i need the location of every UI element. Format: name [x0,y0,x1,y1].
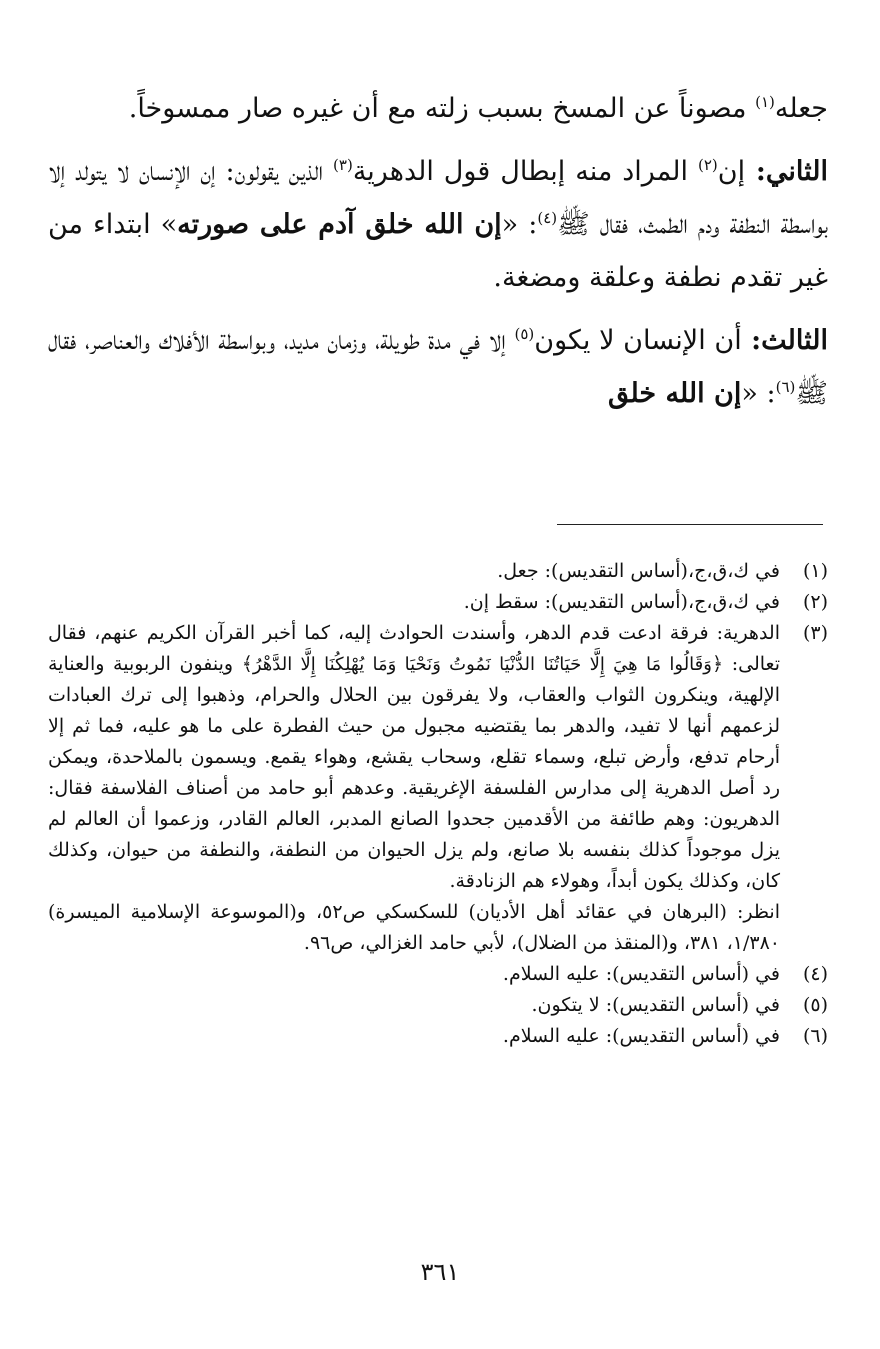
footnote-number: (٢) [802,591,828,613]
text-run: أن الإنسان لا يكون [534,325,742,356]
text-run: ﴾ وينفون الربوبية والعناية الإلهية، وينكرون الثواب والعقاب، ولا يفرقون بين الحلال والحرام، وذهبوا إلى ترك العبادات لزعمهم أنها لا تفيد، والدهر بما يقتضيه مجبول من حيث الفطرة على ما هو عليه، فما ثم إلا أرحام تدفع، وأرض تبلع، وسماء تقلع، وسحاب يقشع، وهواء يقمع. ويسمون بالملاحدة، ويمكن رد أصل الدهرية إلى مدارس الفلسفة الإغريقية. وعدهم أبو حامد من أصناف الفلاسفة فقال: الدهريون: وهم طائفة من الأقدمين جحدوا الصانع المدبر، العالم القادر، وزعموا أن العالم لم يزل موجوداً كذلك بنفسه بلا صانع، ولم يزل الحيوان من النطفة، والنطفة من حيوان، وكذلك كان، وكذلك يكون أبداً، وهولاء هم الزنادقة. [48,653,780,892]
footnote-4 [48,959,828,990]
paragraph-2 [48,145,828,304]
footnote-number: (٣) [802,622,828,644]
text-run: الذين يقولون: إن الإنسان لا يتولد إلا بواسطة النطفة ودم الطمث، فقال ﷺ [48,156,828,240]
footnote-text: في (أساس التقديس): لا يتكون. [531,994,780,1016]
text-run: إلا في مدة طويلة، وزمان مديد، وبواسطة الأفلاك والعناصر، فقال ﷺ [48,325,828,409]
footnote-ref-5[interactable]: (٥) [514,325,535,343]
footnote-text: في ك،ق،ج،(أساس التقديس): سقط إن. [463,591,780,613]
footnote-ref-2[interactable]: (٢) [698,156,718,174]
text-run: جعله [774,93,828,124]
footnote-number: (١) [802,560,828,582]
footnote-ref-1[interactable]: (١) [755,93,775,111]
paragraph-1 [48,82,828,135]
text-run: الدهرية: فرقة ادعت قدم الدهر، وأسندت الحوادث إليه، كما أخبر القرآن الكريم عنهم، فقال تعالى: ﴿ [48,622,780,675]
text-run: : « [741,378,776,409]
footnote-reference: انظر: (البرهان في عقائد أهل الأديان) للسكسكي ص٥٢، و(الموسوعة الإسلامية الميسرة) ١/٣٨٠، ٣٨١، و(المنقذ من الضلال)، لأبي حامد الغزالي، ص٩٦. [48,901,780,954]
footnote-5 [48,990,828,1021]
footnote-text: في (أساس التقديس): عليه السلام. [502,963,780,985]
footnote-ref-3[interactable]: (٣) [333,156,353,174]
section-lead-second: الثاني: [745,156,828,187]
footnote-2 [48,587,828,618]
text-run: » ابتداء من غير تقدم نطفة وعلقة ومضغة. [48,209,828,293]
footnote-ref-6[interactable]: (٦) [775,378,796,396]
footnote-ref-4[interactable]: (٤) [537,209,558,227]
footnote-1 [48,556,828,587]
section-lead-third: الثالث: [741,325,828,356]
footnote-6 [48,1021,828,1052]
page-number: ٣٦١ [420,1258,460,1286]
hadith-quote: إن الله خلق آدم على صورته [177,209,502,240]
quran-verse: وَقَالُوا مَا هِيَ إِلَّا حَيَاتُنَا الدُّنْيَا نَمُوتُ وَنَحْيَا وَمَا يُهْلِكُنَا إِلَّا الدَّهْرُ [252,654,712,675]
main-text [48,82,828,430]
footnote-text: في (أساس التقديس): عليه السلام. [502,1025,780,1047]
paragraph-3 [48,314,828,420]
text-run: مصوناً عن المسخ بسبب زلته مع أن غيره صار ممسوخاً. [128,93,756,124]
text-run: : « [501,209,538,240]
text-run: المراد منه إبطال قول الدهرية [352,156,698,187]
footnote-3 [48,618,828,959]
footnote-divider [557,524,823,525]
hadith-quote: إن الله خلق [607,378,742,409]
footnote-text [48,618,780,897]
footnote-number: (٦) [802,1025,828,1047]
footnotes-list [48,556,828,1052]
footnote-number: (٥) [802,994,828,1016]
footnote-text: في ك،ق،ج،(أساس التقديس): جعل. [497,560,780,582]
text-run: إن [717,156,746,187]
footnote-number: (٤) [802,963,828,985]
